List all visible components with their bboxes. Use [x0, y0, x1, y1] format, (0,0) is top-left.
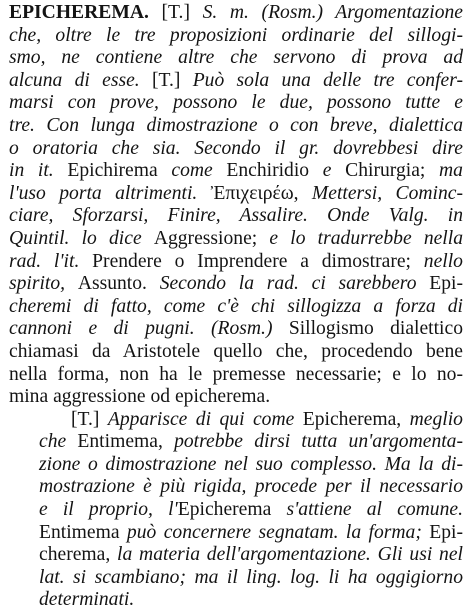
text-run: Epicherema, [302, 408, 410, 430]
text-run: cherema, [39, 544, 118, 566]
headword: EPICHEREMA. [9, 2, 149, 23]
text-run: rad. l'it. [9, 250, 93, 272]
text-line [9, 296, 463, 319]
text-line [9, 115, 463, 138]
text-run: spirito, [9, 273, 78, 295]
text-line [9, 499, 463, 522]
text-line [9, 70, 463, 93]
text-run: Epi- [429, 273, 463, 295]
text-run: cannoni e di pugni. (Rosm.) [9, 318, 289, 340]
text-run: alcuna di esse. [9, 69, 152, 91]
text-run: in it. [9, 160, 68, 182]
text-line [9, 522, 463, 545]
text-run: la materia dell'argomentazione. Gli usi nel [117, 544, 463, 566]
text-run: Enchiridio [226, 160, 323, 182]
text-run: l'uso porta altrimenti. [9, 182, 211, 204]
text-run: Ἐπιχειρέω, [210, 182, 312, 204]
text-run: Epichirema [67, 160, 172, 182]
text-run: Chirurgia; [345, 160, 440, 182]
text-run: Epi- [429, 521, 463, 543]
text-run: smo, ne contiene altre che servono di prova ad [9, 47, 463, 69]
text-line [9, 454, 463, 477]
text-line [9, 567, 463, 590]
text-line [9, 251, 463, 274]
text-run: potrebbe dirsi tutta un'argomenta- [174, 431, 464, 453]
text-line [9, 205, 463, 228]
entry-paragraph-definition [9, 2, 463, 409]
text-line [9, 589, 463, 612]
text-run: l' [168, 499, 178, 521]
text-line [9, 183, 463, 206]
text-line [9, 138, 463, 161]
text-run: e [322, 160, 346, 182]
text-run: nella forma, non ha le premesse necessarie; e lo no- [9, 363, 463, 385]
text-run: mostrazione è più rigida, procede per il necessario [39, 476, 463, 498]
text-run: Quintil. lo dice [9, 227, 154, 249]
text-line [9, 25, 463, 48]
text-run: che, oltre le tre proposizioni ordinarie del sillogi- [9, 24, 463, 46]
text-line [9, 386, 463, 409]
text-run: zione o dimostrazione nel suo complesso. Ma la di- [39, 453, 463, 475]
text-run: s'attiene al comune. [286, 499, 463, 521]
text-line [9, 160, 463, 183]
text-run: Entimema, [77, 431, 175, 453]
text-run: Epicherema [177, 499, 287, 521]
text-run: può concernere segnatam. la forma; [126, 521, 430, 543]
text-run: ciare, Sforzarsi, Finire, Assalire. Onde Valg. in [9, 205, 463, 227]
text-line [9, 544, 463, 567]
text-run: Prendere o Imprendere a dimostrare; [92, 250, 424, 272]
text-run: chiamasi da Aristotele quello che, procedendo bene [9, 340, 463, 362]
text-line [9, 273, 463, 296]
text-run: o oratoria che sia. Secondo il gr. dovrebbesi dire [9, 137, 463, 159]
text-run: Secondo la rad. ci sarebbero [159, 273, 430, 295]
text-run: tre. Con lunga dimostrazione o con breve, dialettica [9, 114, 463, 136]
text-line [9, 318, 463, 341]
text-run: mina aggressione od epicherema. [9, 386, 271, 408]
text-run: Apparisce di qui come [107, 408, 303, 430]
text-run: come c'è chi sillogizza a forza di [163, 295, 463, 317]
text-run: marsi con prove, possono le due, possono tutte e [9, 92, 463, 114]
text-line [9, 476, 463, 499]
text-run: Sillogismo dialettico [288, 318, 463, 340]
text-line [9, 409, 463, 432]
text-run: che [39, 431, 78, 453]
text-run: Entimema [39, 521, 127, 543]
text-line [9, 2, 463, 25]
text-line [9, 431, 463, 454]
text-line [9, 92, 463, 115]
text-line [9, 364, 463, 387]
text-run: [T.] [148, 2, 203, 23]
text-run: Mettersi, Cominc- [311, 182, 463, 204]
text-run: come [171, 160, 227, 182]
text-run: determinati. [39, 589, 135, 611]
text-line [9, 47, 463, 70]
text-run: ma [439, 160, 463, 182]
entry-paragraph-commentary [9, 409, 463, 612]
text-run: S. m. (Rosm.) Argomentazione [202, 2, 463, 23]
text-run: e lo tradurrebbe nella [269, 227, 463, 249]
text-run: Aggressione; [153, 227, 270, 249]
text-line [9, 228, 463, 251]
text-run: lat. si scambiano; ma il ling. log. li ha oggigiorno [39, 566, 463, 588]
text-run: [T.] [151, 69, 193, 91]
text-run: [T.] [71, 408, 108, 430]
text-run: Assunto. [77, 273, 160, 295]
text-line [9, 341, 463, 364]
text-run: meglio [409, 408, 463, 430]
text-run: e il proprio, [39, 499, 169, 521]
text-run: cheremi di fatto, [9, 295, 164, 317]
text-run: nello [423, 250, 463, 272]
text-run: Può sola una delle tre confer- [192, 69, 463, 91]
